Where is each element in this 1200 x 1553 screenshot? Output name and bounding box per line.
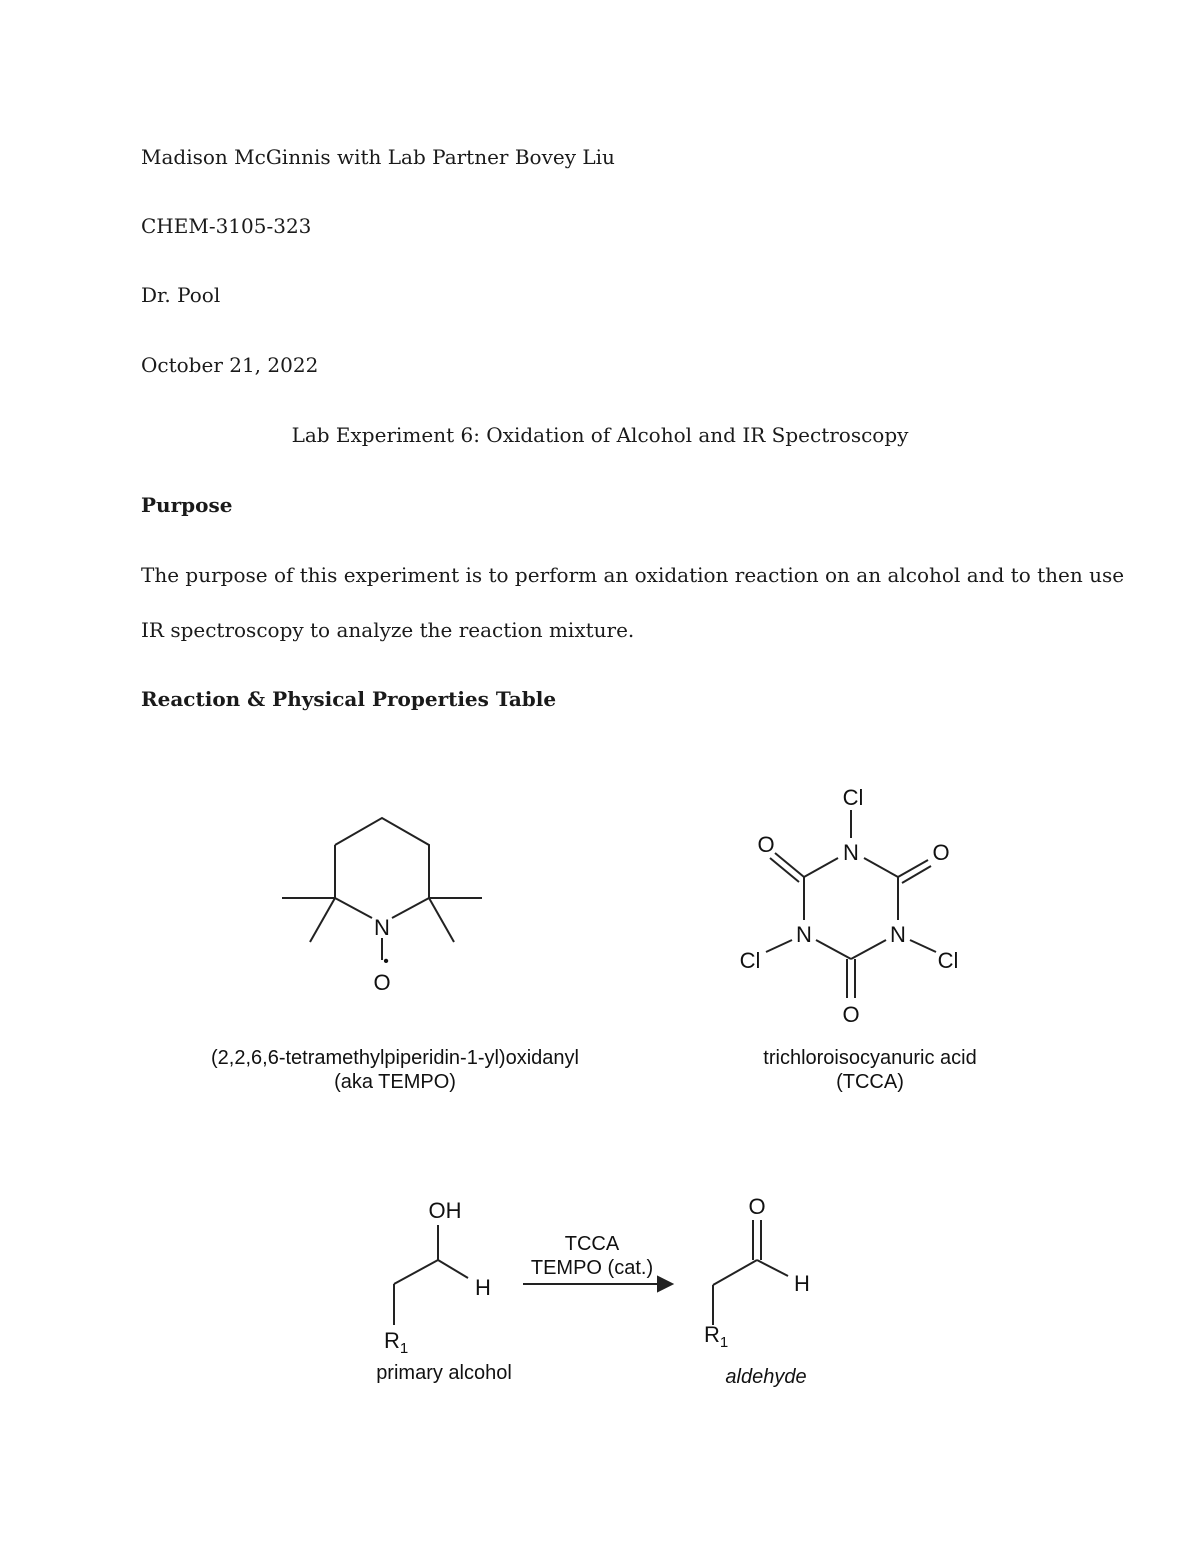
reactant-r-group bbox=[384, 1328, 408, 1357]
course-code: CHEM-3105-323 bbox=[141, 214, 312, 238]
reactant-r-subscript: 1 bbox=[399, 1340, 409, 1357]
reagent-line-2: TEMPO (cat.) bbox=[530, 1257, 654, 1279]
reactant-bond bbox=[394, 1260, 438, 1284]
product-r: R bbox=[704, 1322, 720, 1347]
tempo-radical-dot: • bbox=[383, 953, 389, 970]
reaction-arrowhead bbox=[658, 1277, 672, 1291]
tcca-bond bbox=[816, 940, 851, 959]
tcca-atom-cl-top: Cl bbox=[842, 785, 864, 810]
product-bond bbox=[757, 1260, 788, 1276]
purpose-text-line-1: The purpose of this experiment is to perform an oxidation reaction on an alcohol and to then use bbox=[141, 563, 1125, 587]
reactant-bond bbox=[438, 1260, 468, 1278]
author-line: Madison McGinnis with Lab Partner Bovey Liu bbox=[141, 145, 615, 169]
tcca-bond bbox=[851, 940, 886, 959]
product-o: O bbox=[748, 1194, 766, 1219]
tempo-name-line-2: (aka TEMPO) bbox=[334, 1071, 456, 1093]
product-label: aldehyde bbox=[725, 1366, 807, 1388]
tcca-double-bond bbox=[902, 866, 931, 883]
tcca-name-line-2: (TCCA) bbox=[836, 1071, 904, 1093]
tcca-atom-n-left: N bbox=[796, 922, 812, 947]
product-bond bbox=[713, 1260, 757, 1285]
product-h: H bbox=[794, 1271, 810, 1296]
product-r-subscript: 1 bbox=[719, 1334, 729, 1351]
document-title: Lab Experiment 6: Oxidation of Alcohol and IR Spectroscopy bbox=[291, 423, 909, 447]
tcca-atom-o-left: O bbox=[757, 832, 775, 857]
reactant-oh: OH bbox=[428, 1198, 462, 1223]
tcca-atom-cl-right: Cl bbox=[937, 948, 959, 973]
tempo-methyl-bond bbox=[310, 898, 335, 942]
tcca-double-bond bbox=[898, 860, 928, 877]
tempo-ring-bond bbox=[392, 898, 429, 918]
reactant-h: H bbox=[475, 1275, 491, 1300]
purpose-heading: Purpose bbox=[141, 493, 233, 517]
product-r-group bbox=[704, 1322, 728, 1351]
tempo-name-line-1: (2,2,6,6-tetramethylpiperidin-1-yl)oxidanyl bbox=[211, 1047, 579, 1069]
tcca-atom-o-right: O bbox=[932, 840, 950, 865]
reagent-line-1: TCCA bbox=[564, 1233, 620, 1255]
purpose-text-line-2: IR spectroscopy to analyze the reaction mixture. bbox=[141, 618, 635, 642]
reactant-label: primary alcohol bbox=[376, 1362, 512, 1384]
tcca-atom-o-bottom: O bbox=[842, 1002, 860, 1027]
reaction-heading: Reaction & Physical Properties Table bbox=[141, 687, 557, 711]
tcca-atom-n-top: N bbox=[843, 840, 859, 865]
tempo-ring-bonds bbox=[335, 818, 429, 898]
tcca-atom-n-right: N bbox=[890, 922, 906, 947]
tcca-bond bbox=[766, 940, 792, 952]
tcca-bond bbox=[804, 858, 838, 877]
tcca-bond bbox=[864, 858, 898, 877]
tempo-atom-n: N bbox=[374, 915, 390, 940]
tcca-atom-cl-left: Cl bbox=[739, 948, 761, 973]
tcca-name-line-1: trichloroisocyanuric acid bbox=[763, 1047, 977, 1069]
tempo-atom-o: O bbox=[373, 970, 391, 995]
tcca-bond bbox=[910, 940, 936, 952]
instructor: Dr. Pool bbox=[141, 283, 221, 307]
reactant-r: R bbox=[384, 1328, 400, 1353]
tempo-structure bbox=[180, 800, 640, 1100]
tcca-structure bbox=[700, 780, 1020, 1100]
tempo-ring-bond bbox=[335, 898, 372, 918]
date: October 21, 2022 bbox=[141, 353, 319, 377]
reaction-scheme bbox=[360, 1180, 860, 1400]
tempo-methyl-bond bbox=[429, 898, 454, 942]
